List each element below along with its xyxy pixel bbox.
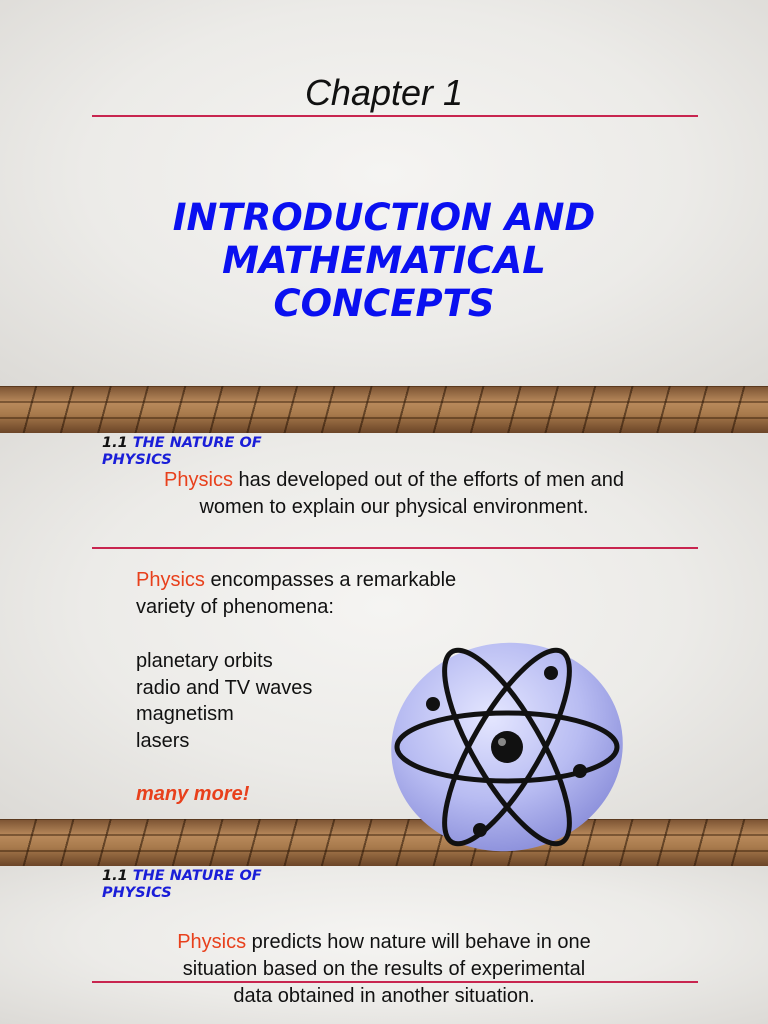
physics-keyword: Physics (177, 931, 247, 953)
body-paragraph (136, 567, 516, 620)
divider-line (92, 547, 698, 549)
section-heading (102, 868, 342, 902)
nature-of-physics-slide (0, 433, 768, 819)
nature-of-physics-slide-2 (0, 866, 768, 1024)
title-slide (0, 0, 768, 386)
chapter-title-line: CONCEPTS (273, 282, 495, 325)
chapter-label: Chapter 1 (304, 72, 464, 113)
wood-floor-separator (0, 386, 768, 433)
section-number: 1.1 (102, 435, 128, 451)
list-item: magnetism (136, 703, 234, 725)
chapter-title-line: INTRODUCTION AND (172, 196, 596, 239)
wood-floor-separator (0, 819, 768, 866)
physics-keyword: Physics (136, 569, 205, 591)
many-more-text: many more! (136, 783, 250, 805)
intro-text: predicts how nature will behave in one situation based on the results of experimental data obtained in another situation. (182, 931, 591, 1007)
section-title-line: PHYSICS (102, 452, 172, 468)
chapter-title (84, 196, 684, 325)
list-item: planetary orbits (136, 650, 273, 672)
intro-paragraph (174, 929, 594, 1010)
chapter-title-line: MATHEMATICAL (222, 239, 546, 282)
section-title-line: PHYSICS (102, 885, 172, 901)
atom-icon (386, 635, 628, 859)
section-number: 1.1 (102, 868, 128, 884)
section-heading (102, 435, 342, 469)
physics-keyword: Physics (164, 469, 233, 491)
divider-line (92, 981, 698, 983)
list-item: radio and TV waves (136, 676, 313, 699)
section-title-line: THE NATURE OF (132, 435, 262, 451)
intro-paragraph (154, 467, 634, 521)
list-item: lasers (136, 729, 190, 752)
divider-line (92, 115, 698, 117)
intro-text: has developed out of the efforts of men and women to explain our physical environment. (199, 469, 624, 518)
body-text: encompasses a remarkable variety of phenomena: (136, 569, 457, 618)
section-title-line: THE NATURE OF (132, 868, 262, 884)
